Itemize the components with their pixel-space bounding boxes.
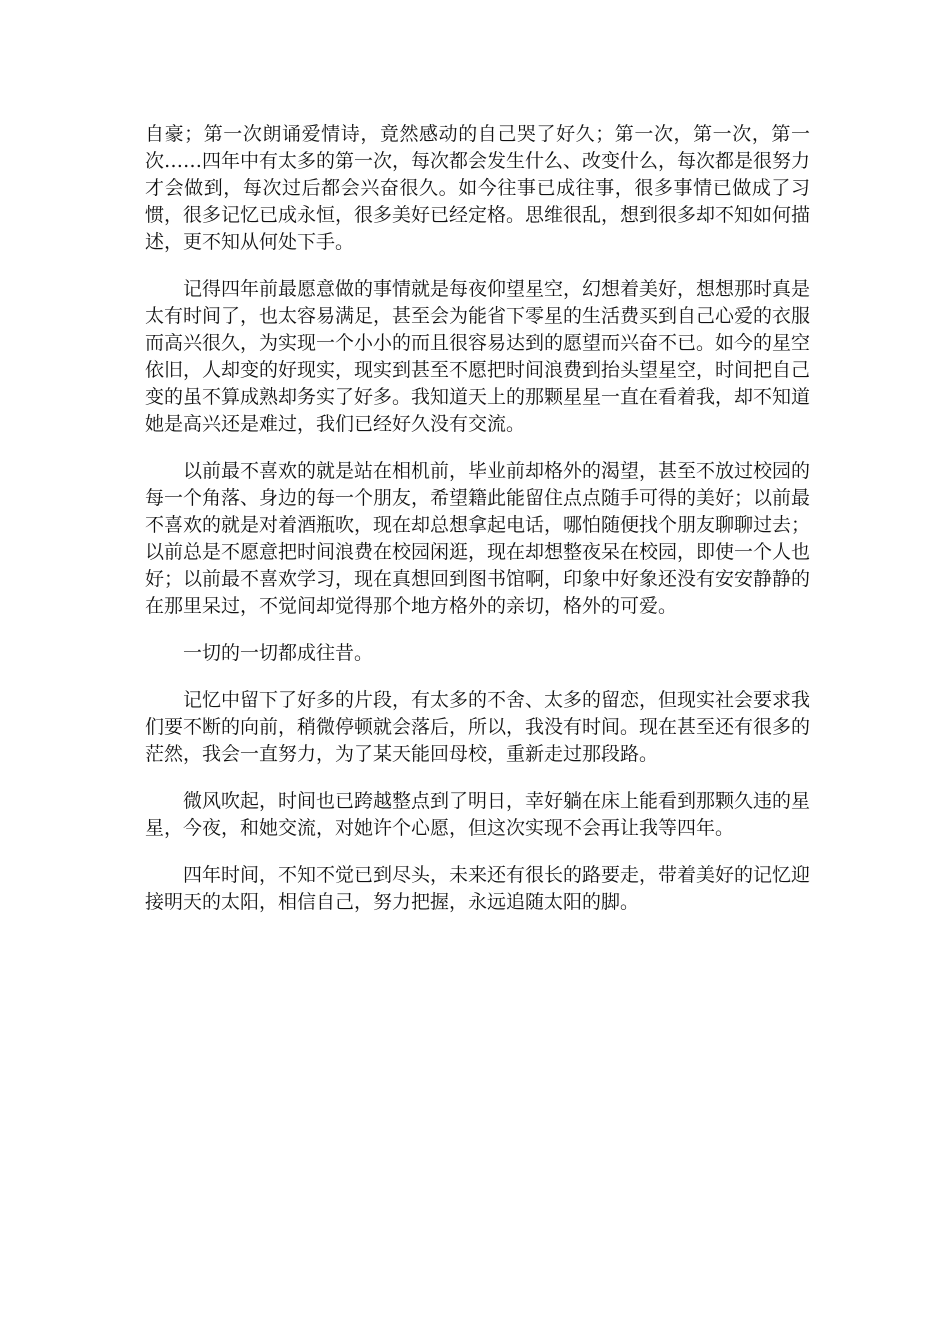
document-body [145,121,810,936]
paragraph-6: 微风吹起，时间也已跨越整点到了明日，幸好躺在床上能看到那颗久违的星星，今夜，和她交流，对她许个心愿，但这次实现不会再让我等四年。 [145,790,811,839]
paragraph-3: 以前最不喜欢的就是站在相机前，毕业前却格外的渴望，甚至不放过校园的每一个角落、身边的每一个朋友，希望籍此能留住点点随手可得的美好；以前最不喜欢的就是对着酒瓶吹，现在却总想拿起电话，哪怕随便找个朋友聊聊过去；以前总是不愿意把时间浪费在校园闲逛，现在却想整夜呆在校园，即使一个人也好；以前最不喜欢学习，现在真想回到图书馆啊，印象中好象还没有安安静静的在那里呆过，不觉间却觉得那个地方格外的亲切，格外的可爱。 [145,460,811,617]
paragraph-4: 一切的一切都成往昔。 [183,642,374,664]
paragraph-5: 记忆中留下了好多的片段，有太多的不舍、太多的留恋，但现实社会要求我们要不断的向前，稍微停顿就会落后，所以，我没有时间。现在甚至还有很多的茫然，我会一直努力，为了某天能回母校，重新走过那段路。 [145,689,811,765]
paragraph-2: 记得四年前最愿意做的事情就是每夜仰望星空，幻想着美好，想想那时真是太有时间了，也太容易满足，甚至会为能省下零星的生活费买到自己心爱的衣服而高兴很久，为实现一个小小的而且很容易达到的愿望而兴奋不已。如今的星空依旧，人却变的好现实，现实到甚至不愿把时间浪费到抬头望星空，时间把自己变的虽不算成熟却务实了好多。我知道天上的那颗星星一直在看着我，却不知道她是高兴还是难过，我们已经好久没有交流。 [145,278,811,435]
paragraph-7: 四年时间，不知不觉已到尽头，未来还有很长的路要走，带着美好的记忆迎接明天的太阳，相信自己，努力把握，永远追随太阳的脚。 [145,864,811,913]
paragraph-1: 自豪；第一次朗诵爱情诗，竟然感动的自己哭了好久；第一次，第一次，第一次……四年中有太多的第一次，每次都会发生什么、改变什么，每次都是很努力才会做到，每次过后都会兴奋很久。如今往事已成往事，很多事情已做成了习惯，很多记忆已成永恒，很多美好已经定格。思维很乱，想到很多却不知如何描述，更不知从何处下手。 [145,123,811,253]
